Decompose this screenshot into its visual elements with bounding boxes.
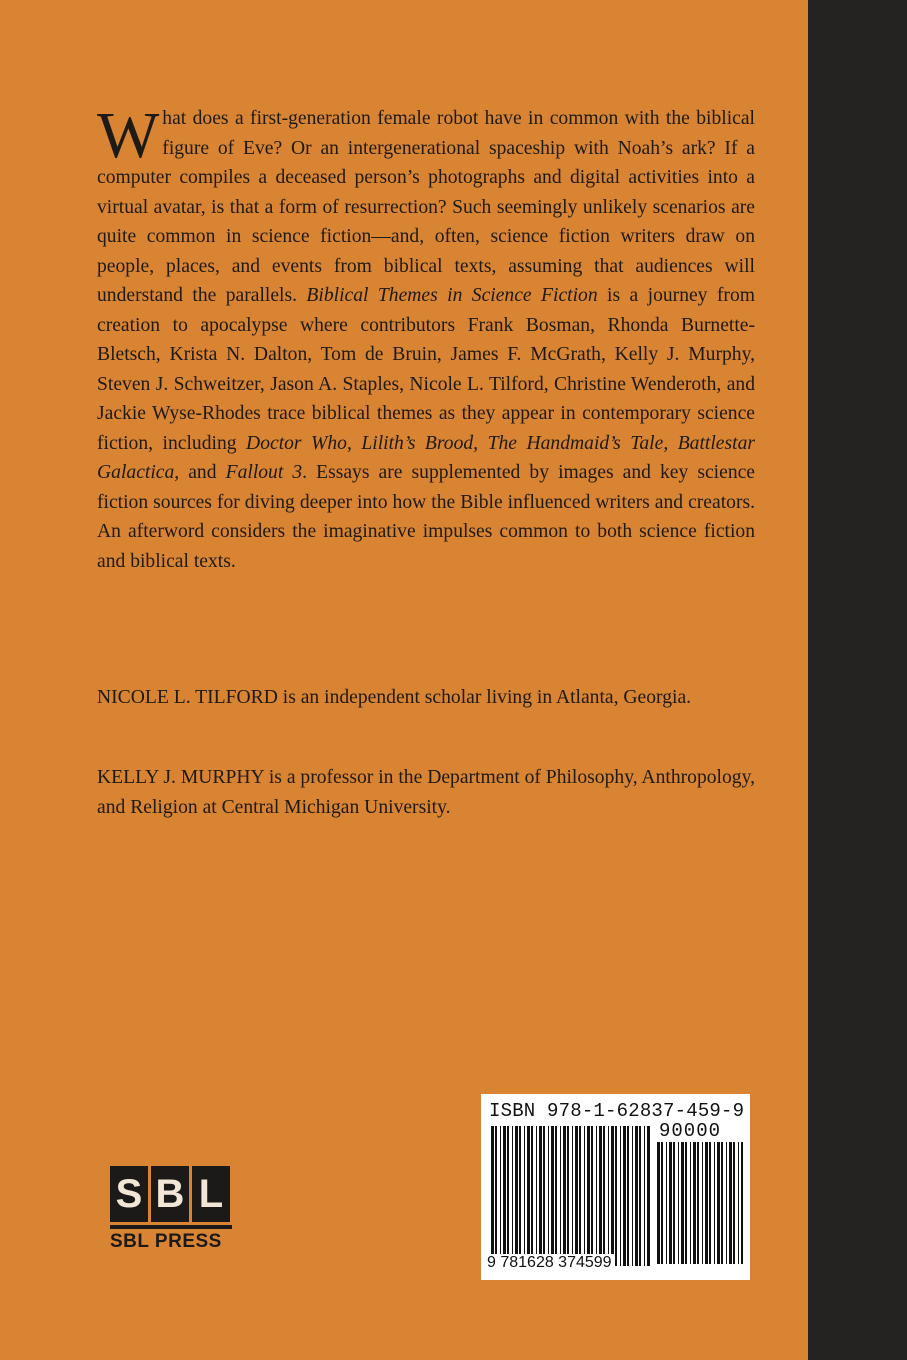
fallout-italic: Fallout 3	[225, 462, 303, 483]
barcode-bar	[543, 1126, 545, 1266]
barcode-bar	[717, 1142, 720, 1264]
barcode-bar	[697, 1142, 699, 1264]
logo-rule	[110, 1225, 232, 1229]
barcode-bar	[620, 1126, 621, 1266]
logo-letter-blocks	[110, 1166, 232, 1222]
barcode-bar	[647, 1126, 650, 1266]
barcode-bar	[575, 1126, 578, 1266]
barcode-bar	[681, 1142, 684, 1264]
description-part-3: . Essays are supplemented by images and key science fiction sources for diving deeper into how the Bible influenced writers and creators. An afterword considers the imaginative impulses common to both science fiction and biblical texts.	[97, 462, 756, 572]
barcode-bar	[627, 1126, 629, 1266]
barcode-bar	[591, 1126, 593, 1266]
barcode-bar	[539, 1126, 542, 1266]
barcode-bar	[738, 1142, 739, 1264]
barcode-bar	[669, 1142, 672, 1264]
barcode-bar	[560, 1126, 561, 1266]
description-part-1: hat does a first-generation female robot have in common with the biblical figure of Eve? Or an intergenerational spaceship with Noah’s ark? If a computer compiles a deceased person’s photographs and digital activities into a virtual avatar, is that a form of resurrection? Such seemingly unlikely scenarios are quite common in science fiction—and, often, science fiction writers draw on people, places, and events from biblical texts, assuming that audiences will understand the parallels.	[97, 108, 755, 306]
barcode-bar	[693, 1142, 696, 1264]
barcode-bar	[635, 1126, 638, 1266]
barcode-bar	[657, 1142, 660, 1264]
barcode-bar	[632, 1126, 633, 1266]
barcode-bar	[611, 1126, 614, 1266]
barcode-bar	[551, 1126, 554, 1266]
barcode-bar	[673, 1142, 675, 1264]
logo-letter-l: L	[192, 1166, 230, 1222]
barcode-bar	[524, 1126, 525, 1266]
barcode-bar	[563, 1126, 566, 1266]
barcode-bar	[714, 1142, 715, 1264]
barcode-bar	[596, 1126, 597, 1266]
barcode-bar	[587, 1126, 590, 1266]
editor-bio-tilford: NICOLE L. TILFORD is an independent scholar living in Atlanta, Georgia.	[97, 687, 692, 708]
barcode-bar	[608, 1126, 609, 1266]
spine-edge	[808, 0, 907, 1360]
logo-letter-b: B	[151, 1166, 189, 1222]
and-text: and	[179, 462, 226, 483]
barcode-bar	[726, 1142, 727, 1264]
isbn-text: ISBN 978-1-62837-459-9	[489, 1100, 745, 1122]
barcode-bar	[579, 1126, 581, 1266]
barcode-bar	[690, 1142, 691, 1264]
barcode-bar	[515, 1126, 518, 1266]
isbn-barcode	[481, 1094, 750, 1280]
barcode-bar	[741, 1142, 743, 1264]
barcode-bar	[527, 1126, 530, 1266]
barcode-bar	[555, 1126, 557, 1266]
barcode-bar	[599, 1126, 602, 1266]
barcode-bar	[615, 1126, 617, 1266]
barcode-bar	[512, 1126, 513, 1266]
barcode-bar	[584, 1126, 585, 1266]
ean-barcode-bars	[491, 1126, 651, 1266]
book-title-italic: Biblical Themes in Science Fiction	[306, 285, 598, 306]
barcode-bar	[567, 1126, 569, 1266]
drop-cap: W	[97, 99, 160, 172]
barcode-bar	[572, 1126, 573, 1266]
sbl-press-logo	[110, 1166, 232, 1253]
barcode-bar	[639, 1126, 641, 1266]
works-list-italic: Doctor Who, Lilith’s Brood, The Handmaid’s Tale, Battlestar Galactica,	[97, 432, 755, 483]
editor-bio-murphy: KELLY J. MURPHY is a professor in the Department of Philosophy, Anthropology, and Religion at Central Michigan University.	[97, 767, 755, 818]
logo-letter-s: S	[110, 1166, 148, 1222]
barcode-bar	[644, 1126, 645, 1266]
logo-press-name: SBL PRESS	[110, 1231, 222, 1252]
barcode-bar	[709, 1142, 711, 1264]
barcode-bar	[500, 1126, 501, 1266]
barcode-bar	[685, 1142, 687, 1264]
barcode-bar	[733, 1142, 735, 1264]
barcode-bar	[495, 1126, 497, 1266]
price-addon-bars	[657, 1142, 743, 1264]
barcode-bar	[666, 1142, 667, 1264]
ean-digits: 9 781628 374599	[487, 1254, 612, 1271]
barcode-bar	[729, 1142, 732, 1264]
barcode-bar	[721, 1142, 723, 1264]
barcode-bar	[519, 1126, 521, 1266]
barcode-bar	[503, 1126, 506, 1266]
barcode-bar	[702, 1142, 703, 1264]
barcode-bar	[678, 1142, 679, 1264]
description-part-2: is a journey from creation to apocalypse where contributors Frank Bosman, Rhonda Burnette-Bletsch, Krista N. Dalton, Tom de Bruin, James F. McGrath, Kelly J. Murphy, Steven J. Schweitzer, Jason A. Staples, Nicole L. Tilford, Christine Wenderoth, and Jackie Wyse-Rhodes trace biblical themes as they appear in contemporary science fiction, including	[97, 285, 755, 454]
barcode-bar	[661, 1142, 663, 1264]
price-code: 90000	[659, 1120, 722, 1142]
barcode-bar	[507, 1126, 509, 1266]
barcode-bar	[491, 1126, 494, 1266]
barcode-bar	[531, 1126, 533, 1266]
barcode-bar	[623, 1126, 626, 1266]
barcode-bar	[548, 1126, 549, 1266]
barcode-bar	[536, 1126, 537, 1266]
barcode-bar	[603, 1126, 605, 1266]
barcode-bar	[705, 1142, 708, 1264]
book-description	[97, 99, 756, 576]
